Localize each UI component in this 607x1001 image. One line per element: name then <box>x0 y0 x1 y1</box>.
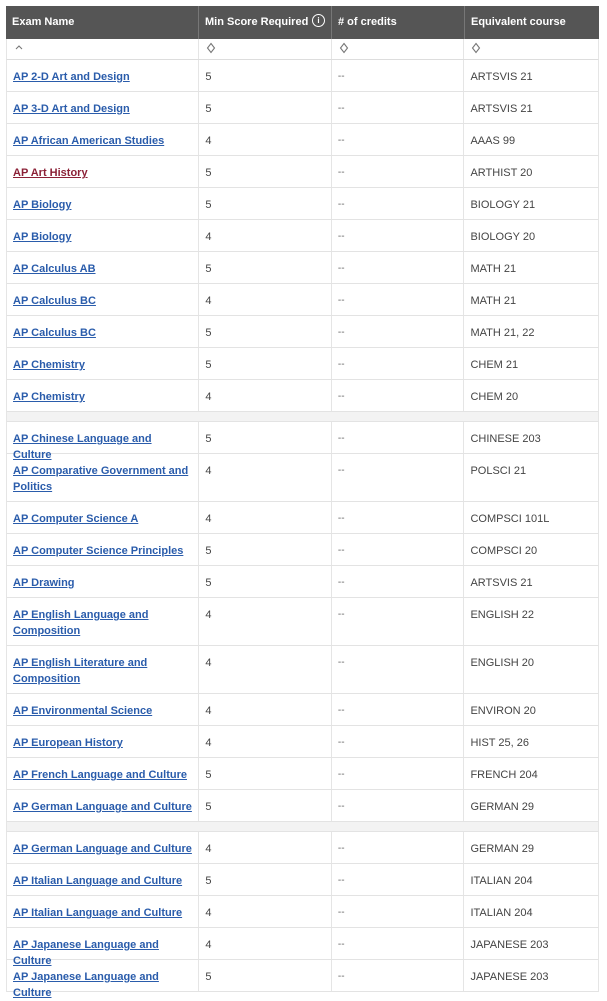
table-row <box>6 422 599 461</box>
cell-credits: -- <box>332 534 465 565</box>
cell-exam-name <box>7 694 199 725</box>
table-row <box>6 316 599 348</box>
cell-equivalent-course: ENGLISH 22 <box>470 609 535 621</box>
cell-credits: -- <box>332 188 465 219</box>
cell-exam-name <box>7 646 199 693</box>
cell-exam-name <box>7 960 199 999</box>
cell-equivalent-course: POLSCI 21 <box>470 465 527 477</box>
cell-min-score: 4 <box>199 896 332 927</box>
table-row <box>6 758 599 790</box>
cell-exam-name <box>7 896 199 927</box>
cell-min-score: 5 <box>199 864 332 895</box>
exam-link[interactable]: AP Computer Science Principles <box>13 545 184 557</box>
table-row <box>6 348 599 380</box>
cell-exam-name <box>7 252 199 283</box>
cell-exam-name <box>7 502 199 533</box>
cell-min-score: 5 <box>199 960 332 991</box>
table-row <box>6 156 599 188</box>
cell-exam-name <box>7 380 199 411</box>
cell-credits: -- <box>332 348 465 379</box>
header-min-score-label: Min Score Required <box>205 16 309 28</box>
table-row <box>6 124 599 156</box>
cell-exam-name <box>7 422 199 461</box>
cell-min-score: 5 <box>199 790 332 821</box>
cell-equivalent-course: ARTSVIS 21 <box>470 71 533 83</box>
cell-equivalent-course: JAPANESE 203 <box>470 971 549 983</box>
cell-equivalent-course: ARTSVIS 21 <box>470 103 533 115</box>
cell-equivalent-course: BIOLOGY 21 <box>470 199 536 211</box>
cell-equivalent-course: CHEM 21 <box>470 359 519 371</box>
cell-exam-name <box>7 188 199 219</box>
table-row <box>6 928 599 967</box>
cell-credits: -- <box>332 92 465 123</box>
sort-both-icon <box>339 42 349 54</box>
table-row <box>6 60 599 92</box>
table-header <box>6 6 599 39</box>
cell-min-score: 4 <box>199 454 332 501</box>
cell-equivalent-course: ITALIAN 204 <box>470 907 533 919</box>
header-credits: # of credits <box>332 6 465 39</box>
cell-exam-name <box>7 758 199 789</box>
table-row <box>6 646 599 694</box>
cell-min-score: 5 <box>199 60 332 91</box>
cell-credits: -- <box>332 726 465 757</box>
exam-link[interactable]: AP Drawing <box>13 577 75 589</box>
cell-equivalent-course: COMPSCI 101L <box>470 513 550 525</box>
cell-equivalent-course: MATH 21 <box>470 263 517 275</box>
group-separator <box>6 412 599 422</box>
header-min-score <box>199 6 332 39</box>
cell-credits: -- <box>332 252 465 283</box>
cell-exam-name <box>7 316 199 347</box>
cell-credits: -- <box>332 502 465 533</box>
table-row <box>6 188 599 220</box>
cell-exam-name <box>7 534 199 565</box>
cell-exam-name <box>7 92 199 123</box>
cell-min-score: 5 <box>199 422 332 453</box>
cell-exam-name <box>7 598 199 645</box>
table-row <box>6 790 599 822</box>
cell-min-score: 5 <box>199 566 332 597</box>
header-equivalent-course: Equivalent course <box>471 16 566 28</box>
exam-link[interactable]: AP Calculus BC <box>13 295 96 307</box>
exam-link[interactable]: AP English Literature and Composition <box>13 657 148 685</box>
sort-controls-row <box>6 39 599 60</box>
table-row <box>6 832 599 864</box>
cell-equivalent-course: ARTSVIS 21 <box>470 577 533 589</box>
cell-credits: -- <box>332 928 465 959</box>
cell-min-score: 4 <box>199 694 332 725</box>
exam-link[interactable]: AP Chemistry <box>13 391 85 403</box>
exam-link[interactable]: AP Italian Language and Culture <box>13 875 183 887</box>
cell-credits: -- <box>332 896 465 927</box>
cell-min-score: 4 <box>199 502 332 533</box>
cell-exam-name <box>7 60 199 91</box>
table-row <box>6 454 599 502</box>
cell-credits: -- <box>332 60 465 91</box>
sort-ascending-icon <box>14 42 24 54</box>
table-row <box>6 502 599 534</box>
exam-link[interactable]: AP French Language and Culture <box>13 769 187 781</box>
cell-credits: -- <box>332 220 465 251</box>
exam-link[interactable]: AP Art History <box>13 167 88 179</box>
cell-equivalent-course: FRENCH 204 <box>470 769 538 781</box>
cell-credits: -- <box>332 864 465 895</box>
cell-exam-name <box>7 928 199 967</box>
cell-credits: -- <box>332 284 465 315</box>
cell-min-score: 4 <box>199 598 332 645</box>
table-body <box>6 60 599 999</box>
exam-link[interactable]: AP Biology <box>13 199 72 211</box>
cell-exam-name <box>7 124 199 155</box>
table-row <box>6 960 599 999</box>
exam-credit-table <box>6 6 599 999</box>
cell-equivalent-course: ITALIAN 204 <box>470 875 533 887</box>
cell-equivalent-course: CHINESE 203 <box>470 433 541 445</box>
sort-equivalent-course-button[interactable] <box>464 39 598 59</box>
table-row <box>6 534 599 566</box>
table-row <box>6 284 599 316</box>
exam-link[interactable]: AP European History <box>13 737 123 749</box>
cell-equivalent-course: JAPANESE 203 <box>470 939 549 951</box>
cell-min-score: 5 <box>199 188 332 219</box>
cell-equivalent-course: AAAS 99 <box>470 135 516 147</box>
cell-credits: -- <box>332 566 465 597</box>
table-row <box>6 252 599 284</box>
exam-link[interactable]: AP German Language and Culture <box>13 843 192 855</box>
sort-both-icon <box>471 42 481 54</box>
cell-credits: -- <box>332 646 465 693</box>
exam-link[interactable]: AP 2-D Art and Design <box>13 71 130 83</box>
cell-equivalent-course: ARTHIST 20 <box>470 167 533 179</box>
cell-equivalent-course: GERMAN 29 <box>470 843 535 855</box>
sort-min-score-button[interactable] <box>199 39 332 59</box>
table-row <box>6 380 599 412</box>
sort-both-icon <box>206 42 216 54</box>
cell-credits: -- <box>332 124 465 155</box>
cell-exam-name <box>7 566 199 597</box>
cell-equivalent-course: CHEM 20 <box>470 391 519 403</box>
exam-link[interactable]: AP Japanese Language and Culture <box>13 939 159 967</box>
cell-min-score: 4 <box>199 832 332 863</box>
exam-link[interactable]: AP English Language and Composition <box>13 609 149 637</box>
cell-credits: -- <box>332 694 465 725</box>
exam-link[interactable]: AP German Language and Culture <box>13 801 192 813</box>
info-icon[interactable]: i <box>312 14 325 27</box>
cell-exam-name <box>7 864 199 895</box>
cell-min-score: 4 <box>199 124 332 155</box>
cell-exam-name <box>7 348 199 379</box>
table-row <box>6 896 599 928</box>
cell-min-score: 5 <box>199 534 332 565</box>
cell-min-score: 4 <box>199 284 332 315</box>
cell-equivalent-course: BIOLOGY 20 <box>470 231 536 243</box>
cell-credits: -- <box>332 758 465 789</box>
cell-credits: -- <box>332 454 465 501</box>
cell-equivalent-course: HIST 25, 26 <box>470 737 529 749</box>
cell-min-score: 5 <box>199 348 332 379</box>
cell-equivalent-course: ENVIRON 20 <box>470 705 536 717</box>
sort-credits-button[interactable] <box>332 39 465 59</box>
cell-min-score: 4 <box>199 726 332 757</box>
cell-equivalent-course: ENGLISH 20 <box>470 657 535 669</box>
cell-exam-name <box>7 454 199 501</box>
cell-credits: -- <box>332 598 465 645</box>
cell-min-score: 5 <box>199 92 332 123</box>
exam-link[interactable]: AP Chinese Language and Culture <box>13 433 152 461</box>
group-separator <box>6 822 599 832</box>
cell-min-score: 5 <box>199 758 332 789</box>
cell-exam-name <box>7 832 199 863</box>
exam-link[interactable]: AP Environmental Science <box>13 705 153 717</box>
cell-min-score: 5 <box>199 156 332 187</box>
cell-exam-name <box>7 790 199 821</box>
table-row <box>6 726 599 758</box>
cell-min-score: 4 <box>199 220 332 251</box>
exam-link[interactable]: AP Calculus BC <box>13 327 96 339</box>
cell-exam-name <box>7 220 199 251</box>
cell-min-score: 4 <box>199 380 332 411</box>
exam-link[interactable]: AP African American Studies <box>13 135 165 147</box>
cell-min-score: 4 <box>199 646 332 693</box>
cell-min-score: 5 <box>199 316 332 347</box>
cell-equivalent-course: MATH 21, 22 <box>470 327 535 339</box>
cell-credits: -- <box>332 422 465 453</box>
cell-min-score: 4 <box>199 928 332 959</box>
sort-exam-name-button[interactable] <box>7 39 199 59</box>
table-row <box>6 694 599 726</box>
cell-equivalent-course: COMPSCI 20 <box>470 545 538 557</box>
table-row <box>6 864 599 896</box>
exam-link[interactable]: AP Calculus AB <box>13 263 96 275</box>
exam-link[interactable]: AP Biology <box>13 231 72 243</box>
exam-link[interactable]: AP Comparative Government and Politics <box>13 465 189 493</box>
table-row <box>6 566 599 598</box>
cell-credits: -- <box>332 316 465 347</box>
cell-credits: -- <box>332 156 465 187</box>
cell-credits: -- <box>332 790 465 821</box>
cell-credits: -- <box>332 960 465 991</box>
cell-exam-name <box>7 284 199 315</box>
exam-link[interactable]: AP Japanese Language and Culture <box>13 971 159 999</box>
exam-link[interactable]: AP Italian Language and Culture <box>13 907 183 919</box>
table-row <box>6 220 599 252</box>
exam-link[interactable]: AP Chemistry <box>13 359 85 371</box>
table-row <box>6 598 599 646</box>
header-exam-name: Exam Name <box>6 6 199 39</box>
exam-link[interactable]: AP 3-D Art and Design <box>13 103 130 115</box>
table-row <box>6 92 599 124</box>
cell-equivalent-course: GERMAN 29 <box>470 801 535 813</box>
cell-equivalent-course: MATH 21 <box>470 295 517 307</box>
exam-link[interactable]: AP Computer Science A <box>13 513 139 525</box>
cell-exam-name <box>7 156 199 187</box>
cell-credits: -- <box>332 380 465 411</box>
cell-min-score: 5 <box>199 252 332 283</box>
cell-exam-name <box>7 726 199 757</box>
cell-credits: -- <box>332 832 465 863</box>
